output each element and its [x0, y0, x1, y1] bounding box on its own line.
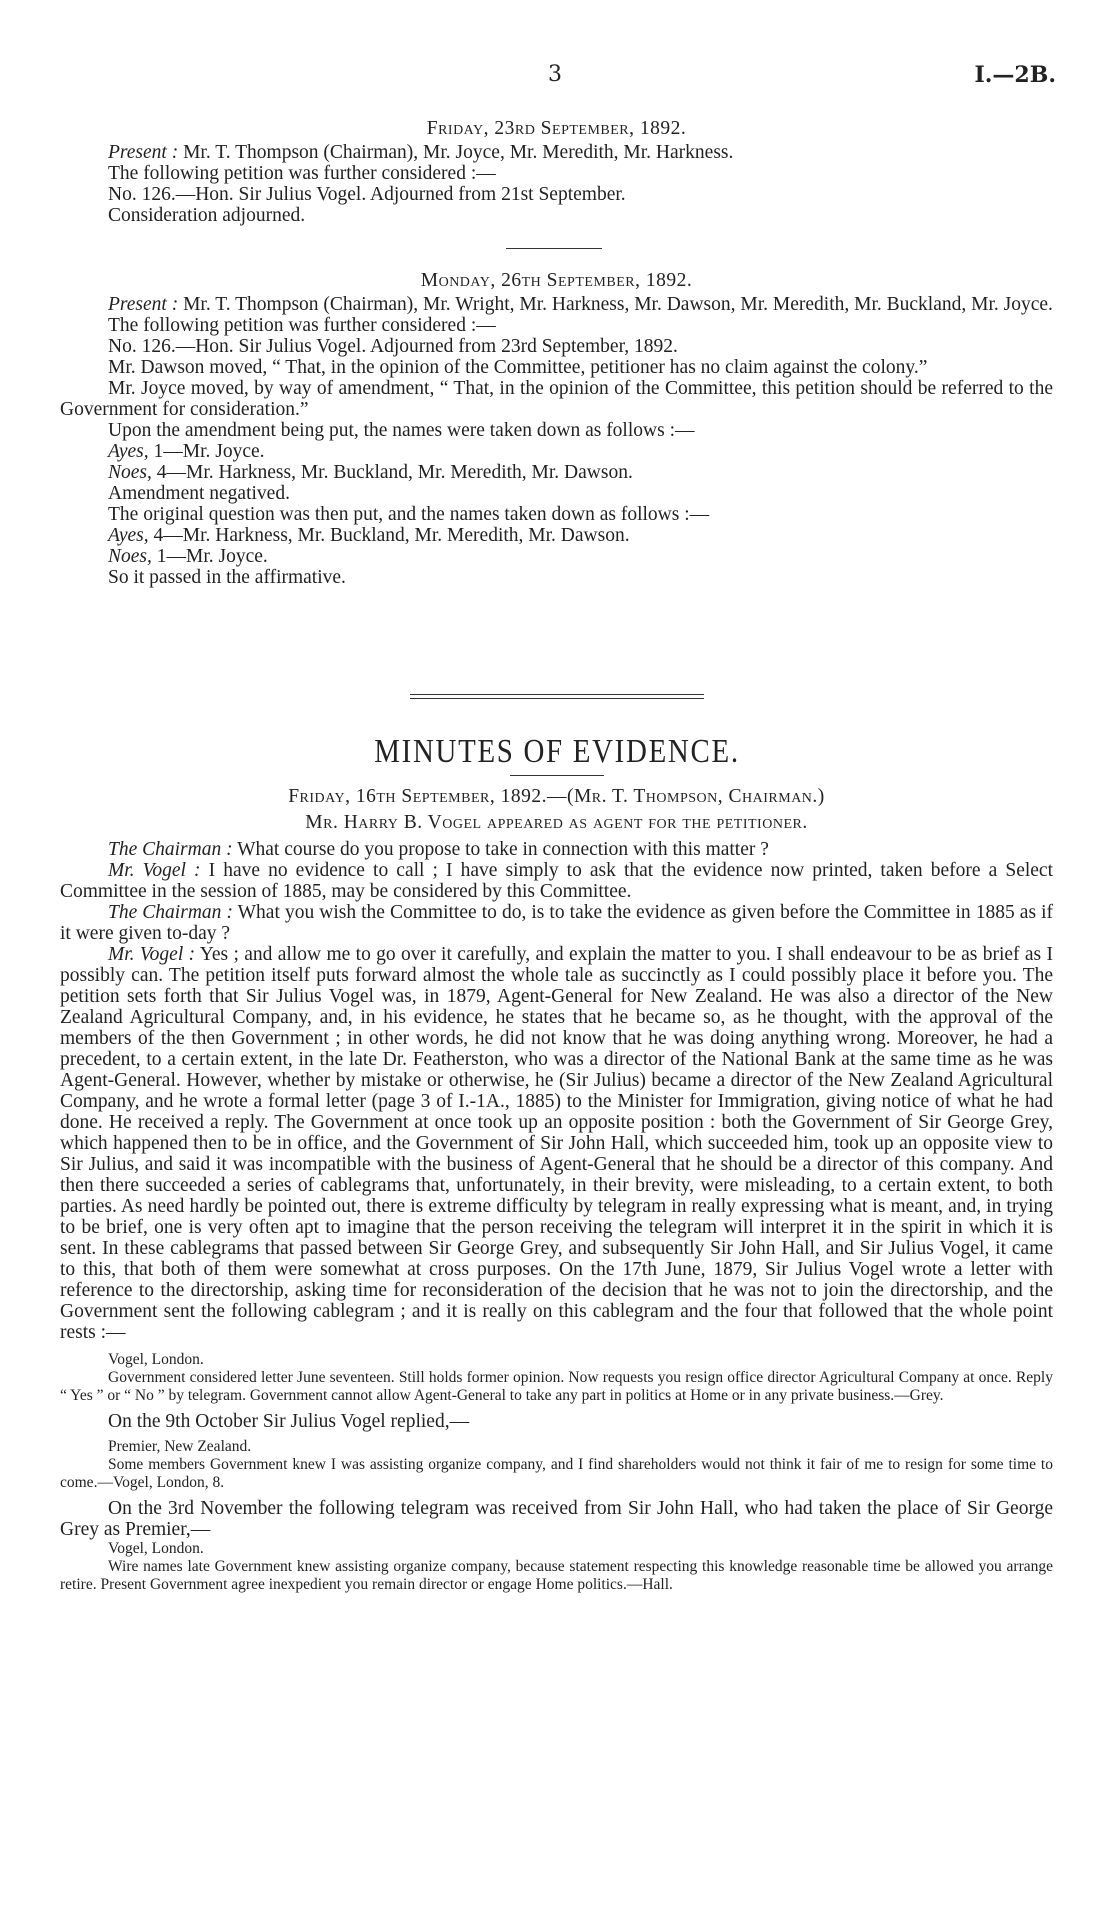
minutes-line: Amendment negatived.: [108, 483, 290, 504]
vote-line: [60, 546, 1053, 567]
testimony-question: [60, 839, 1053, 860]
evidence-section: [60, 786, 1053, 1594]
double-rule-bottom: [410, 698, 704, 699]
telegram-2: [60, 1438, 1053, 1492]
telegram-1: [60, 1351, 1053, 1405]
speaker-label: The Chairman :: [108, 839, 233, 860]
ayes-label: Ayes,: [108, 525, 149, 546]
section-heading: Monday, 26th September, 1892.: [420, 270, 693, 291]
present-line: [60, 142, 1053, 163]
noes-label: Noes,: [108, 462, 152, 483]
minutes-line: No. 126.—Hon. Sir Julius Vogel. Adjourned from 23rd September, 1892.: [108, 336, 678, 357]
present-label: Present :: [108, 142, 179, 163]
narrative-line: On the 9th October Sir Julius Vogel replied,—: [108, 1411, 470, 1432]
noes-label: Noes,: [108, 546, 152, 567]
testimony-text: What course do you propose to take in connection with this matter ?: [237, 839, 769, 860]
agent-line: Mr. Harry B. Vogel appeared as agent for the petitioner.: [305, 812, 808, 833]
minutes-line: So it passed in the affirmative.: [108, 567, 346, 588]
present-members: Mr. T. Thompson (Chairman), Mr. Joyce, Mr. Meredith, Mr. Harkness.: [183, 142, 734, 163]
telegram-body: Wire names late Government knew assisting organize company, because statement respecting this knowledge reasonable time be allowed you arrange retire. Present Government agree inexpedient you remain director or engage Home politics.—Hall.: [60, 1558, 1053, 1593]
telegram-address: Premier, New Zealand.: [108, 1438, 252, 1455]
double-rule-top: [410, 694, 704, 695]
present-label: Present :: [108, 294, 179, 315]
telegram-body: Government considered letter June seventeen. Still holds former opinion. Now requests you resign office director Agricultural Company at once. Reply “ Yes ” or “ No ” by telegram. Government cannot allow Agent-General to take any part in politics at Home or in any private business.—Grey.: [60, 1369, 1053, 1404]
present-members: Mr. T. Thompson (Chairman), Mr. Wright, Mr. Harkness, Mr. Dawson, Mr. Meredith, Mr. Buckland, Mr. Joyce.: [183, 294, 1053, 315]
vote-names: 1—Mr. Joyce.: [153, 441, 265, 462]
vote-names: 4—Mr. Harkness, Mr. Buckland, Mr. Meredith, Mr. Dawson.: [153, 525, 630, 546]
vote-line: [60, 525, 1053, 546]
testimony-text: What you wish the Committee to do, is to take the evidence as given before the Committee in 1885 as if it were given to-day ?: [60, 902, 1053, 944]
document-reference: I.—2B.: [974, 62, 1056, 88]
testimony-answer: [60, 860, 1053, 902]
minutes-line: Upon the amendment being put, the names were taken down as follows :—: [108, 420, 695, 441]
minutes-of-evidence-title: MINUTES OF EVIDENCE.: [374, 733, 740, 770]
minutes-line: The original question was then put, and the names taken down as follows :—: [108, 504, 710, 525]
page-number: 3: [548, 62, 562, 87]
minutes-line: The following petition was further considered :—: [108, 163, 496, 184]
present-line: [60, 294, 1053, 315]
testimony-text: I have no evidence to call ; I have simply to ask that the evidence now printed, taken before a Select Committee in the session of 1885, may be considered by this Committee.: [60, 860, 1054, 902]
testimony-answer: [60, 944, 1053, 1343]
title-underline: [510, 775, 604, 776]
friday-23-section: [60, 118, 1053, 226]
section-divider: [506, 248, 602, 249]
motion-text: Mr. Dawson moved, “ That, in the opinion of the Committee, petitioner has no claim against the colony.”: [108, 357, 928, 378]
telegram-body: Some members Government knew I was assisting organize company, and I find shareholders would not think it fair of me to resign for some time to come.—Vogel, London, 8.: [60, 1456, 1053, 1491]
evidence-date-line: Friday, 16th September, 1892.—(Mr. T. Thompson, Chairman.): [288, 786, 825, 807]
vote-names: 4—Mr. Harkness, Mr. Buckland, Mr. Meredith, Mr. Dawson.: [156, 462, 633, 483]
minutes-line: No. 126.—Hon. Sir Julius Vogel. Adjourned from 21st September.: [108, 184, 626, 205]
monday-26-section: [60, 270, 1053, 588]
minutes-line: The following petition was further considered :—: [108, 315, 496, 336]
minutes-line: Consideration adjourned.: [108, 205, 306, 226]
telegram-address: Vogel, London.: [108, 1351, 204, 1368]
speaker-label: Mr. Vogel :: [108, 860, 201, 881]
testimony-text: Yes ; and allow me to go over it carefully, and explain the matter to you. I shall endeavour to be as brief as I possibly can. The petition itself puts forward almost the whole tale as succinctly as I could possibly place it before you. The petition sets forth that Sir Julius Vogel was, in 1879, Agent-General for New Zealand. He was also a director of the New Zealand Agricultural Company, and, in his evidence, he states that he became so, as he thought, with the approval of the members of the then Government ; in other words, he did not know that he was doing anything wrong. Moreover, he had a precedent, to a certain extent, in the late Dr. Featherston, who was a director of the National Bank at the same time as he was Agent-General. However, whether by mistake or otherwise, he (Sir Julius) became a director of the New Zealand Agricultural Company, and he wrote a formal letter (page 3 of I.-1A., 1885) to the Minister for Immigration, giving notice of what he had done. He received a reply. The Government at once took up an opposite position : both the Government of Sir George Grey, which happened then to be in office, and the Government of Sir John Hall, which succeeded him, took up an opposite view to Sir Julius, and said it was incompatible with the business of Agent-General that he should be a director of this company. And then there succeeded a series of cablegrams that, unfortunately, in their brevity, were misleading, to a certain extent, to both parties. As need hardly be pointed out, there is extreme difficulty by telegram in really expressing what is meant, and, in trying to be brief, one is very often apt to imagine that the person receiving the telegram will interpret it in the spirit in which it is sent. In these cablegrams that passed between Sir George Grey, and subsequently Sir John Hall, and Sir Julius Vogel, it came to this, that both of them were somewhat at cross purposes. On the 17th June, 1879, Sir Julius Vogel wrote a letter with reference to the directorship, asking time for reconsideration of the decision that he was not to join the directorship, and the Government sent the following cablegram ; and it is really on this cablegram and the four that followed that the whole point rests :—: [60, 944, 1053, 1343]
speaker-label: The Chairman :: [108, 902, 233, 923]
ayes-label: Ayes,: [108, 441, 149, 462]
speaker-label: Mr. Vogel :: [108, 944, 196, 965]
vote-names: 1—Mr. Joyce.: [156, 546, 268, 567]
telegram-address: Vogel, London.: [108, 1540, 204, 1557]
testimony-question: [60, 902, 1053, 944]
telegram-3: [60, 1540, 1053, 1594]
amendment-text: Mr. Joyce moved, by way of amendment, “ That, in the opinion of the Committee, this petition should be referred to the Government for consideration.”: [60, 378, 1053, 420]
vote-line: [60, 462, 1053, 483]
section-heading: Friday, 23rd September, 1892.: [426, 118, 687, 139]
vote-line: [60, 441, 1053, 462]
narrative-line: On the 3rd November the following telegram was received from Sir John Hall, who had taken the place of Sir George Grey as Premier,—: [60, 1498, 1053, 1540]
